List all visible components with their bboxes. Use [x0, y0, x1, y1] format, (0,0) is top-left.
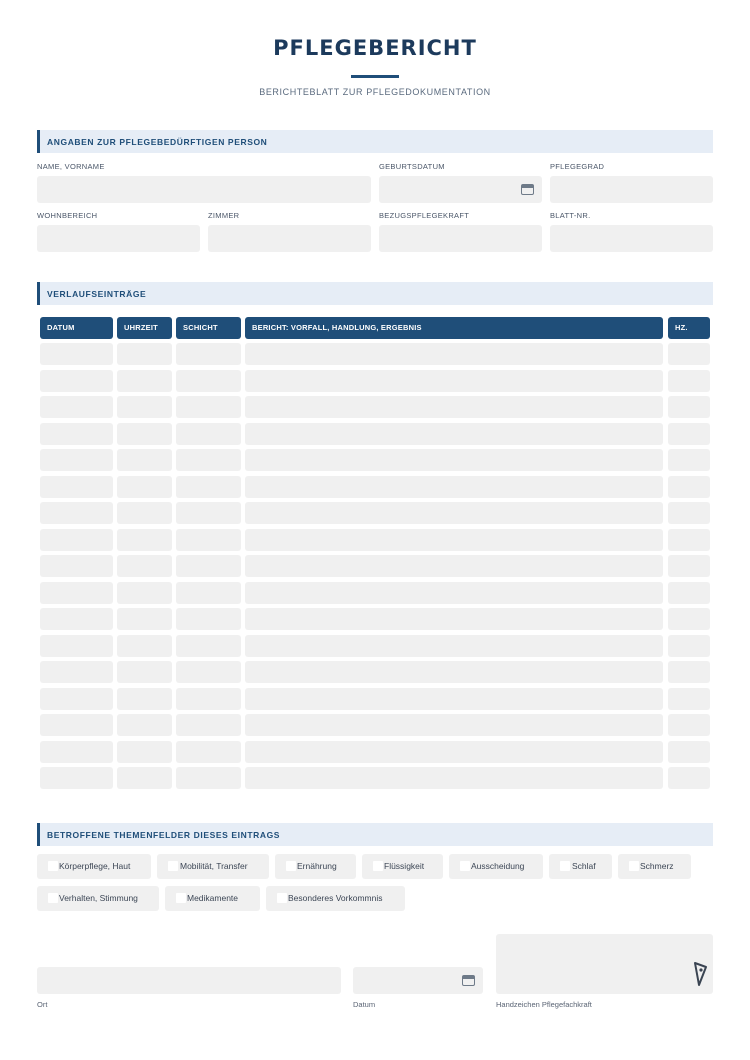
topic-label: Körperpflege, Haut [59, 861, 131, 871]
cell-datum[interactable] [40, 529, 113, 551]
cell-uhrzeit[interactable] [117, 423, 172, 445]
cell-schicht[interactable] [176, 582, 241, 604]
cell-uhrzeit[interactable] [117, 582, 172, 604]
column-header-datum: DATUM [40, 317, 113, 339]
column-header-bericht: BERICHT: VORFALL, HANDLUNG, ERGEBNIS [245, 317, 663, 339]
topic-schlaf[interactable] [549, 854, 612, 879]
cell-bericht[interactable] [245, 582, 663, 604]
title-underline [351, 75, 399, 78]
topic-besonderes-vorkommnis[interactable] [266, 886, 405, 911]
cell-hz[interactable] [668, 343, 710, 365]
ort-label: Ort [37, 1000, 48, 1009]
cell-schicht[interactable] [176, 502, 241, 524]
topic-verhalten[interactable] [37, 886, 159, 911]
cell-datum[interactable] [40, 635, 113, 657]
cell-bericht[interactable] [245, 555, 663, 577]
cell-bericht[interactable] [245, 714, 663, 736]
calendar-icon[interactable] [521, 184, 534, 195]
topic-schmerz[interactable] [618, 854, 691, 879]
cell-uhrzeit[interactable] [117, 688, 172, 710]
topic-label: Besonderes Vorkommnis [288, 893, 383, 903]
topic-label: Mobilität, Transfer [180, 861, 248, 871]
checkbox[interactable] [286, 861, 296, 871]
cell-schicht[interactable] [176, 714, 241, 736]
ort-field[interactable] [37, 967, 341, 994]
cell-hz[interactable] [668, 582, 710, 604]
topic-label: Schlaf [572, 861, 596, 871]
cell-hz[interactable] [668, 555, 710, 577]
cell-schicht[interactable] [176, 608, 241, 630]
topic-label: Schmerz [640, 861, 674, 871]
topic-label: Verhalten, Stimmung [59, 893, 138, 903]
cell-bericht[interactable] [245, 767, 663, 789]
column-header-hz: HZ. [668, 317, 710, 339]
cell-bericht[interactable] [245, 661, 663, 683]
checkbox[interactable] [48, 861, 58, 871]
cell-datum[interactable] [40, 449, 113, 471]
cell-datum[interactable] [40, 423, 113, 445]
pflegegrad-field[interactable] [550, 176, 713, 203]
cell-uhrzeit[interactable] [117, 529, 172, 551]
topic-ausscheidung[interactable] [449, 854, 543, 879]
cell-schicht[interactable] [176, 370, 241, 392]
cell-hz[interactable] [668, 741, 710, 763]
topic-mobilitaet[interactable] [157, 854, 269, 879]
blatt-nr-label: BLATT-NR. [550, 211, 591, 220]
topic-label: Flüssigkeit [384, 861, 425, 871]
cell-uhrzeit[interactable] [117, 555, 172, 577]
cell-hz[interactable] [668, 714, 710, 736]
cell-hz[interactable] [668, 635, 710, 657]
cell-hz[interactable] [668, 767, 710, 789]
cell-uhrzeit[interactable] [117, 476, 172, 498]
cell-hz[interactable] [668, 529, 710, 551]
cell-uhrzeit[interactable] [117, 449, 172, 471]
cell-datum[interactable] [40, 343, 113, 365]
cell-bericht[interactable] [245, 343, 663, 365]
topic-fluessigkeit[interactable] [362, 854, 443, 879]
checkbox[interactable] [373, 861, 383, 871]
cell-hz[interactable] [668, 396, 710, 418]
cell-datum[interactable] [40, 714, 113, 736]
checkbox[interactable] [277, 893, 287, 903]
topic-label: Medikamente [187, 893, 239, 903]
cell-datum[interactable] [40, 476, 113, 498]
cell-schicht[interactable] [176, 661, 241, 683]
cell-datum[interactable] [40, 582, 113, 604]
cell-datum[interactable] [40, 396, 113, 418]
cell-bericht[interactable] [245, 449, 663, 471]
cell-uhrzeit[interactable] [117, 370, 172, 392]
checkbox[interactable] [629, 861, 639, 871]
pflegegrad-label: PFLEGEGRAD [550, 162, 605, 171]
section-verlauf-header [37, 282, 713, 305]
topic-koerperpflege[interactable] [37, 854, 151, 879]
cell-uhrzeit[interactable] [117, 635, 172, 657]
geburtsdatum-field[interactable] [379, 176, 542, 203]
column-header-uhrzeit: UHRZEIT [117, 317, 172, 339]
zimmer-field[interactable] [208, 225, 371, 252]
checkbox[interactable] [176, 893, 186, 903]
cell-datum[interactable] [40, 767, 113, 789]
page-subtitle: BERICHTEBLATT ZUR PFLEGEDOKUMENTATION [259, 87, 491, 97]
cell-bericht[interactable] [245, 476, 663, 498]
cell-hz[interactable] [668, 476, 710, 498]
zimmer-label: ZIMMER [208, 211, 240, 220]
cell-bericht[interactable] [245, 370, 663, 392]
cell-datum[interactable] [40, 608, 113, 630]
section-person-title: ANGABEN ZUR PFLEGEBEDÜRFTIGEN PERSON [47, 137, 268, 147]
cell-hz[interactable] [668, 423, 710, 445]
cell-bericht[interactable] [245, 529, 663, 551]
name-field[interactable] [37, 176, 371, 203]
cell-uhrzeit[interactable] [117, 608, 172, 630]
section-themen-title: BETROFFENE THEMENFELDER DIESES EINTRAGS [47, 830, 281, 840]
topic-ernaehrung[interactable] [275, 854, 356, 879]
cell-schicht[interactable] [176, 529, 241, 551]
cell-schicht[interactable] [176, 741, 241, 763]
cell-uhrzeit[interactable] [117, 741, 172, 763]
cell-hz[interactable] [668, 502, 710, 524]
cell-schicht[interactable] [176, 423, 241, 445]
cell-bericht[interactable] [245, 396, 663, 418]
geburtsdatum-label: GEBURTSDATUM [379, 162, 445, 171]
section-person-header [37, 130, 713, 153]
handzeichen-label: Handzeichen Pflegefachkraft [496, 1000, 592, 1009]
cell-schicht[interactable] [176, 396, 241, 418]
calendar-icon[interactable] [462, 975, 475, 986]
cell-bericht[interactable] [245, 635, 663, 657]
cell-uhrzeit[interactable] [117, 502, 172, 524]
cell-bericht[interactable] [245, 423, 663, 445]
cell-bericht[interactable] [245, 741, 663, 763]
cell-hz[interactable] [668, 370, 710, 392]
page-title: PFLEGEBERICHT [273, 36, 477, 60]
checkbox[interactable] [560, 861, 570, 871]
cell-schicht[interactable] [176, 449, 241, 471]
cell-uhrzeit[interactable] [117, 661, 172, 683]
topic-label: Ausscheidung [471, 861, 525, 871]
cell-uhrzeit[interactable] [117, 767, 172, 789]
bezugspflegekraft-label: BEZUGSPFLEGEKRAFT [379, 211, 470, 220]
cell-schicht[interactable] [176, 555, 241, 577]
cell-hz[interactable] [668, 449, 710, 471]
handzeichen-field[interactable] [496, 934, 713, 994]
pen-nib-icon [692, 961, 708, 987]
wohnbereich-label: WOHNBEREICH [37, 211, 98, 220]
cell-hz[interactable] [668, 661, 710, 683]
cell-uhrzeit[interactable] [117, 396, 172, 418]
cell-hz[interactable] [668, 608, 710, 630]
checkbox[interactable] [168, 861, 178, 871]
cell-schicht[interactable] [176, 688, 241, 710]
section-themen-header [37, 823, 713, 846]
cell-bericht[interactable] [245, 688, 663, 710]
cell-schicht[interactable] [176, 476, 241, 498]
datum-label: Datum [353, 1000, 376, 1009]
name-label: NAME, VORNAME [37, 162, 105, 171]
column-header-schicht: SCHICHT [176, 317, 241, 339]
section-verlauf-title: VERLAUFSEINTRÄGE [47, 289, 147, 299]
cell-schicht[interactable] [176, 767, 241, 789]
cell-datum[interactable] [40, 741, 113, 763]
cell-bericht[interactable] [245, 502, 663, 524]
checkbox[interactable] [460, 861, 470, 871]
wohnbereich-field[interactable] [37, 225, 200, 252]
cell-schicht[interactable] [176, 343, 241, 365]
checkbox[interactable] [48, 893, 58, 903]
cell-datum[interactable] [40, 555, 113, 577]
cell-datum[interactable] [40, 688, 113, 710]
cell-uhrzeit[interactable] [117, 714, 172, 736]
topic-medikamente[interactable] [165, 886, 260, 911]
cell-datum[interactable] [40, 502, 113, 524]
cell-hz[interactable] [668, 688, 710, 710]
bezugspflegekraft-field[interactable] [379, 225, 542, 252]
cell-bericht[interactable] [245, 608, 663, 630]
cell-uhrzeit[interactable] [117, 343, 172, 365]
cell-datum[interactable] [40, 370, 113, 392]
topic-label: Ernährung [297, 861, 337, 871]
datum-field[interactable] [353, 967, 483, 994]
blatt-nr-field[interactable] [550, 225, 713, 252]
cell-schicht[interactable] [176, 635, 241, 657]
cell-datum[interactable] [40, 661, 113, 683]
